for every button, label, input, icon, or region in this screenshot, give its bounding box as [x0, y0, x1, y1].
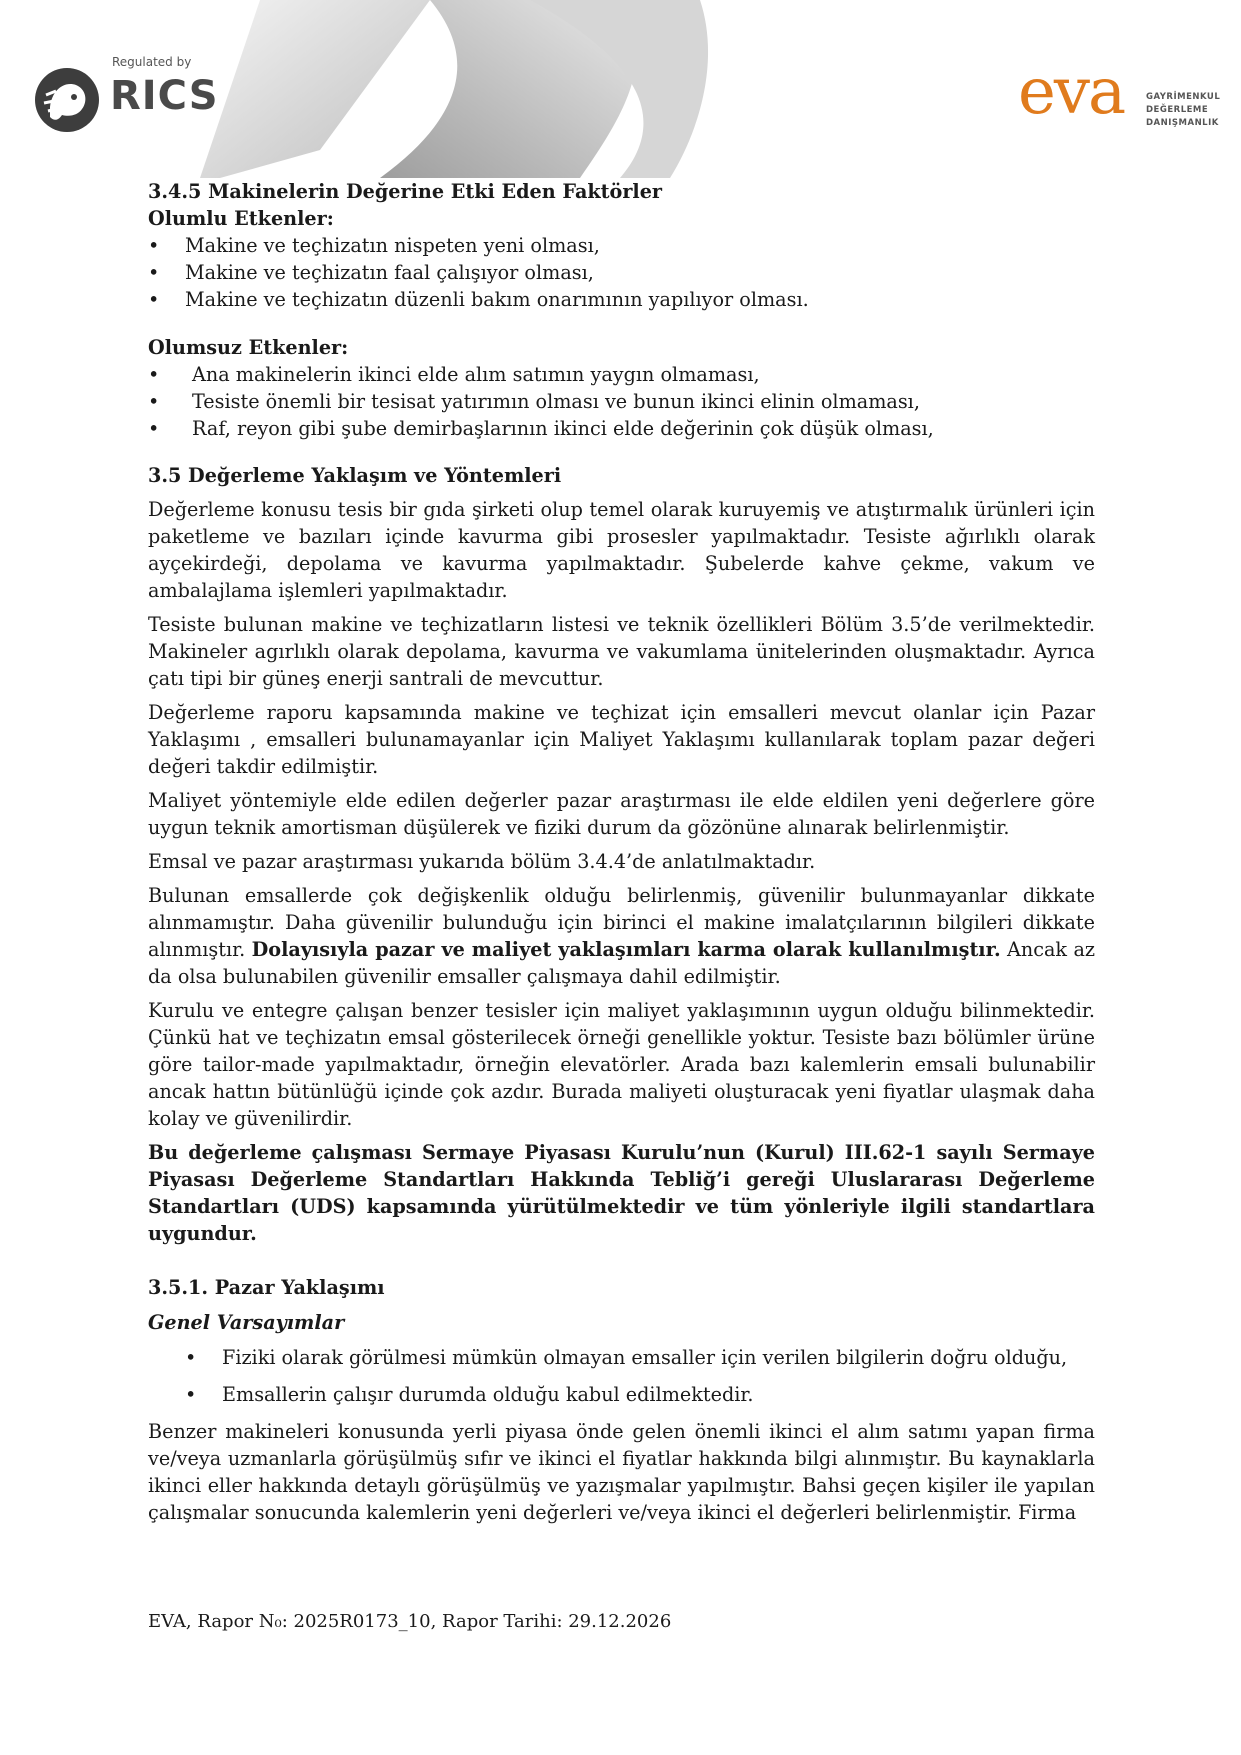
section-title-3-5-1: 3.5.1. Pazar Yaklaşımı	[148, 1276, 385, 1299]
eva-wordmark: eva	[1018, 55, 1125, 129]
page-content	[148, 178, 1095, 1526]
paragraph: Maliyet yöntemiyle elde edilen değerler pazar araştırması ile elde eldilen yeni değerlere göre uygun teknik amortisman düşülerek ve fiziki durum da gözönüne alınarak belirlenmiştir.	[148, 789, 1095, 839]
paragraph: Bulunan emsallerde çok değişkenlik olduğu belirlenmiş, güvenilir bulunmayanlar dikkate alınmamıştır. Daha güvenilir bulunduğu için birinci el makine imalatçılarının bilgileri dikkate alınmıştır. Dolayısıyla pazar ve maliyet yaklaşımları karma olarak kullanılmıştır. Ancak az da olsa bulunabilen güvenilir emsaller çalışmaya dahil edilmiştir.	[148, 884, 1095, 988]
section-title-3-5: 3.5 Değerleme Yaklaşım ve Yöntemleri	[148, 464, 562, 487]
paragraph: Değerleme konusu tesis bir gıda şirketi olup temel olarak kuruyemiş ve atıştırmalık ürünleri için paketleme ve bazıları içinde kavurma gibi prosesler yapılmaktadır. Tesiste ağırlıklı olarak ayçekirdeği, depolama ve kavurma yapılmaktadır. Şubelerde kahve çekme, vakum ve ambalajlama işlemleri yapılmaktadır.	[148, 498, 1095, 602]
negative-factors-title: Olumsuz Etkenler:	[148, 336, 349, 359]
paragraph: Emsal ve pazar araştırması yukarıda bölüm 3.4.4’de anlatılmaktadır.	[148, 850, 816, 873]
paragraph: Tesiste bulunan makine ve teçhizatların listesi ve teknik özellikleri Bölüm 3.5’de verilmektedir. Makineler agırlıklı olarak depolama, kavurma ve vakumlama ünitelerinden oluşmaktadır. Ayrıca çatı tipi bir güneş enerji santrali de mevcuttur.	[148, 613, 1095, 690]
list-item: • Tesiste önemli bir tesisat yatırımın olması ve bunun ikinci elinin olmaması,	[148, 390, 920, 413]
list-item: • Makine ve teçhizatın nispeten yeni olması,	[148, 234, 600, 257]
header-decoration	[200, 0, 720, 178]
section-title-3-4-5: 3.4.5 Makinelerin Değerine Etki Eden Faktörler	[148, 180, 663, 203]
list-item: • Ana makinelerin ikinci elde alım satımın yaygın olmaması,	[148, 363, 760, 386]
positive-factors-title: Olumlu Etkenler:	[148, 207, 334, 230]
rics-regulated-text: Regulated by	[112, 55, 192, 69]
lion-icon	[32, 65, 102, 135]
paragraph-bold: Bu değerleme çalışması Sermaye Piyasası Kurulu’nun (Kurul) III.62-1 sayılı Sermaye Piyasası Değerleme Standartları Hakkında Tebliğ’i gereği Uluslararası Değerleme Standartları (UDS) kapsamında yürütülmektedir ve tüm yönleriyle ilgili standartlara uygundur.	[148, 1141, 1095, 1245]
rics-logo	[32, 55, 247, 140]
rics-wordmark: RICS	[110, 73, 219, 119]
list-item: • Fiziki olarak görülmesi mümkün olmayan emsaller için verilen bilgilerin doğru olduğu,	[185, 1346, 1068, 1369]
list-item: • Emsallerin çalışır durumda olduğu kabul edilmektedir.	[185, 1383, 754, 1406]
list-item: • Makine ve teçhizatın faal çalışıyor olması,	[148, 261, 594, 284]
paragraph: Kurulu ve entegre çalışan benzer tesisler için maliyet yaklaşımının uygun olduğu bilinmektedir. Çünkü hat ve teçhizatın emsal gösterilecek örneği genellikle yoktur. Tesiste bazı bölümler ürüne göre tailor-made yapılmaktadır, örneğin elevatörler. Arada bazı kalemlerin emsali bulunabilir ancak hattın bütünlüğü içinde çok azdır. Burada maliyeti oluşturacak yeni fiyatlar ulaşmak daha kolay ve güvenilirdir.	[148, 999, 1095, 1130]
eva-logo	[1018, 55, 1233, 145]
list-item: • Raf, reyon gibi şube demirbaşlarının ikinci elde değerinin çok düşük olması,	[148, 417, 934, 440]
paragraph: Değerleme raporu kapsamında makine ve teçhizat için emsalleri mevcut olanlar için Pazar Yaklaşımı , emsalleri bulunamayanlar için Maliyet Yaklaşımı kullanılarak toplam pazar değeri değeri takdir edilmiştir.	[148, 701, 1095, 778]
list-item: • Makine ve teçhizatın düzenli bakım onarımının yapılıyor olması.	[148, 288, 809, 311]
eva-subtitle: GAYRİMENKUL DEĞERLEME DANIŞMANLIK	[1146, 92, 1221, 128]
page-footer: EVA, Rapor N₀: 2025R0173_10, Rapor Tarihi: 29.12.2026	[148, 1611, 672, 1632]
section-subtitle: Genel Varsayımlar	[148, 1311, 345, 1334]
paragraph: Benzer makineleri konusunda yerli piyasa önde gelen önemli ikinci el alım satımı yapan firma ve/veya uzmanlarla görüşülmüş sıfır ve ikinci el fiyatlar hakkında bilgi alınmıştır. Bu kaynaklarla ikinci eller hakkında detaylı görüşülmüş ve yazışmalar yapılmıştır. Bahsi geçen kişiler ile yapılan çalışmalar sonucunda kalemlerin yeni değerleri ve/veya ikinci el değerleri belirlenmiştir. Firma	[148, 1420, 1095, 1524]
